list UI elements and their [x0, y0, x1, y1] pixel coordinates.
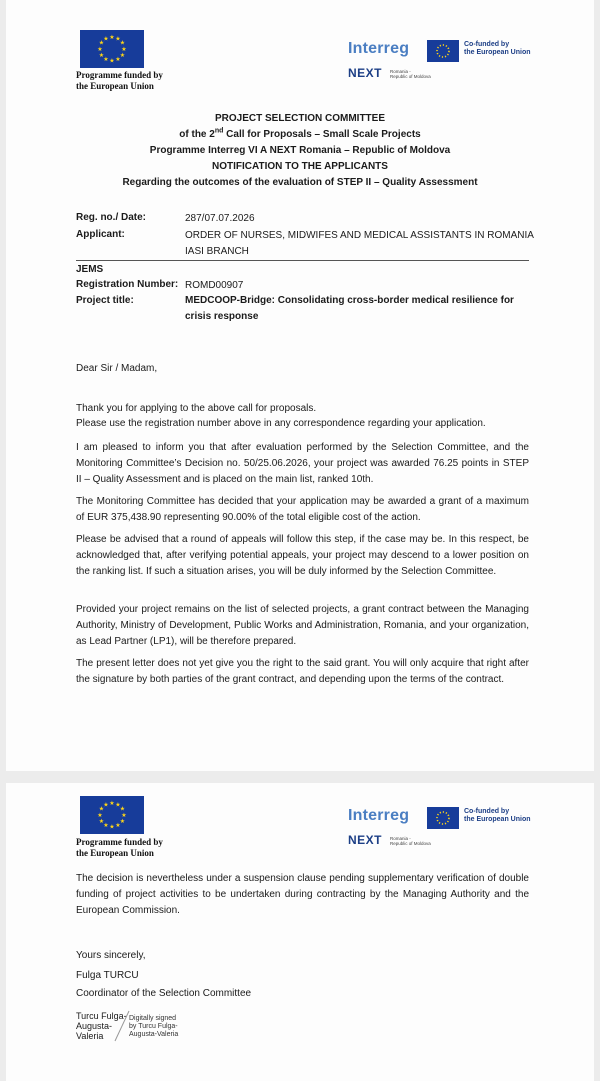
details-divider	[76, 260, 529, 261]
salutation: Dear Sir / Madam,	[76, 363, 158, 374]
programme-line-1: Programme funded by	[76, 70, 163, 80]
heading-notification: NOTIFICATION TO THE APPLICANTS	[212, 161, 388, 172]
cofunded-line-1: Co-funded by	[464, 808, 510, 815]
eu-flag-icon	[80, 796, 144, 834]
svg-text:★: ★	[103, 35, 109, 43]
svg-text:★: ★	[115, 56, 121, 63]
interreg-logo-text: Interreg	[348, 40, 410, 57]
svg-text:★: ★	[119, 805, 126, 813]
svg-text:★: ★	[115, 822, 121, 829]
heading-call-sup: nd	[214, 127, 224, 135]
project-title-line-1: MEDCOOP-Bridge: Consolidating cross-border medical resilience for	[185, 295, 514, 306]
paragraph-right: The present letter does not yet give you the right to the said grant. You will only acquire that right after the signature by both parties of the grant contract, and depending upon the terms of the contract.	[76, 658, 529, 685]
closing: Yours sincerely,	[76, 950, 146, 961]
paragraph-contract: Provided your project remains on the list of selected projects, a grant contract between the Managing Authority, Ministry of Development, Public Works and Administration, Romania, and your organization, as Lead Partner (LP1), will be therefore prepared.	[76, 604, 529, 647]
svg-text:★: ★	[119, 52, 126, 59]
svg-text:★: ★	[109, 34, 115, 41]
heading-programme: Programme Interreg VI A NEXT Romania – Republic of Moldova	[149, 145, 451, 156]
svg-text:★: ★	[103, 801, 109, 809]
eu-flag-small-icon	[427, 807, 459, 829]
jems-label: JEMS	[76, 264, 104, 275]
programme-line-2: the European Union	[76, 848, 154, 858]
registration-number-label: Registration Number:	[76, 279, 179, 290]
next-sub-line-2: Republic of Moldova	[390, 841, 431, 846]
svg-text:★: ★	[121, 812, 127, 819]
signature-note-line-3: Augusta-Valeria	[129, 1031, 179, 1038]
eu-flag-small-icon	[427, 40, 459, 62]
svg-text:★: ★	[98, 52, 105, 59]
heading-call	[6, 127, 594, 142]
project-title-line-2: crisis response	[185, 311, 259, 322]
interreg-logo-text: Interreg	[348, 807, 410, 824]
paragraph-grant: The Monitoring Committee has decided that your application may be awarded a grant of a maximum of EUR 375,438.90 representing 90.00% of the total eligible cost of the action.	[76, 496, 529, 523]
svg-text:★: ★	[98, 39, 105, 47]
signature-note-line-2: by Turcu Fulga-	[129, 1023, 178, 1030]
heading-regarding: Regarding the outcomes of the evaluation of STEP II – Quality Assessment	[122, 177, 478, 188]
programme-line-2: the European Union	[76, 81, 154, 91]
svg-text:★: ★	[98, 805, 105, 813]
heading-committee: PROJECT SELECTION COMMITTEE	[214, 113, 385, 124]
registration-reminder: Please use the registration number above in any correspondence regarding your application.	[76, 418, 486, 429]
signature-name-line-2: Augusta-	[76, 1021, 113, 1031]
cofunded-text	[464, 808, 531, 824]
applicant-value-line-2: IASI BRANCH	[185, 246, 249, 257]
svg-text:★: ★	[97, 46, 103, 53]
svg-text:★: ★	[103, 822, 109, 829]
project-title-label: Project title:	[76, 295, 134, 306]
svg-text:★: ★	[115, 801, 121, 809]
cofunded-line-2: the European Union	[464, 816, 531, 823]
svg-text:★: ★	[115, 35, 121, 43]
paragraph-suspension: The decision is nevertheless under a suspension clause pending supplementary verification of double funding of project activities to be undertaken during contracting by the Managing Authority and the European Commission.	[76, 873, 529, 916]
reg-no-label: Reg. no./ Date:	[76, 212, 147, 223]
svg-text:★: ★	[98, 818, 105, 825]
reg-no-value: 287/07.07.2026	[185, 213, 255, 224]
paragraph-award: I am pleased to inform you that after evaluation performed by the Selection Committee, and the Monitoring Committee’s Decision no. 50/25.06.2026, your project was awarded 76.25 points in STEP II – Quality Assessment and is placed on the main list, ranked 10th.	[76, 442, 529, 485]
signature-note-line-1: Digitally signed	[129, 1015, 177, 1022]
cofunded-line-1: Co-funded by	[464, 41, 510, 48]
applicant-label: Applicant:	[76, 229, 125, 240]
paragraph-appeals: Please be advised that a round of appeals will follow this step, if the case may be. In this respect, be acknowledged that, after verifying potential appeals, your project may descend to a lower position on the ranking list. If such a situation arises, you will be duly informed by the Selection Committee.	[76, 534, 529, 577]
heading-call-pre: of the 2	[179, 129, 215, 140]
signer-name: Fulga TURCU	[76, 970, 139, 981]
svg-text:★: ★	[109, 57, 115, 65]
next-sub-line-1: Romania -	[390, 69, 411, 74]
next-sub-line-2: Republic of Moldova	[390, 74, 431, 79]
letter-page-1	[6, 0, 594, 771]
eu-flag-icon	[80, 30, 144, 68]
next-sub-line-1: Romania -	[390, 836, 411, 841]
svg-text:★: ★	[119, 39, 126, 47]
signature-name-line-3: Valeria	[76, 1031, 104, 1041]
svg-text:★: ★	[109, 800, 115, 807]
next-subtitle	[390, 69, 431, 79]
registration-number-value: ROMD00907	[185, 280, 244, 291]
programme-line-1: Programme funded by	[76, 837, 163, 847]
next-logo-text: NEXT	[348, 66, 383, 80]
programme-funded-text	[76, 70, 196, 92]
svg-text:★: ★	[109, 823, 115, 831]
signature-name-line-1: Turcu Fulga-	[76, 1011, 127, 1021]
svg-text:★: ★	[121, 46, 127, 53]
programme-funded-text	[76, 837, 196, 859]
next-logo-text: NEXT	[348, 833, 383, 847]
letter-page-2	[6, 783, 594, 1081]
signer-role: Coordinator of the Selection Committee	[76, 988, 252, 999]
cofunded-line-2: the European Union	[464, 49, 531, 56]
heading-call-post: Call for Proposals – Small Scale Projects	[223, 129, 421, 140]
svg-text:★: ★	[97, 812, 103, 819]
svg-text:★: ★	[119, 818, 126, 825]
next-subtitle	[390, 836, 431, 846]
digital-signature-note	[129, 1015, 178, 1039]
cofunded-text	[464, 41, 531, 57]
thanks-line: Thank you for applying to the above call for proposals.	[76, 403, 317, 414]
svg-text:★: ★	[103, 56, 109, 63]
applicant-value-line-1: ORDER OF NURSES, MIDWIFES AND MEDICAL ASSISTANTS IN ROMANIA	[185, 230, 534, 241]
